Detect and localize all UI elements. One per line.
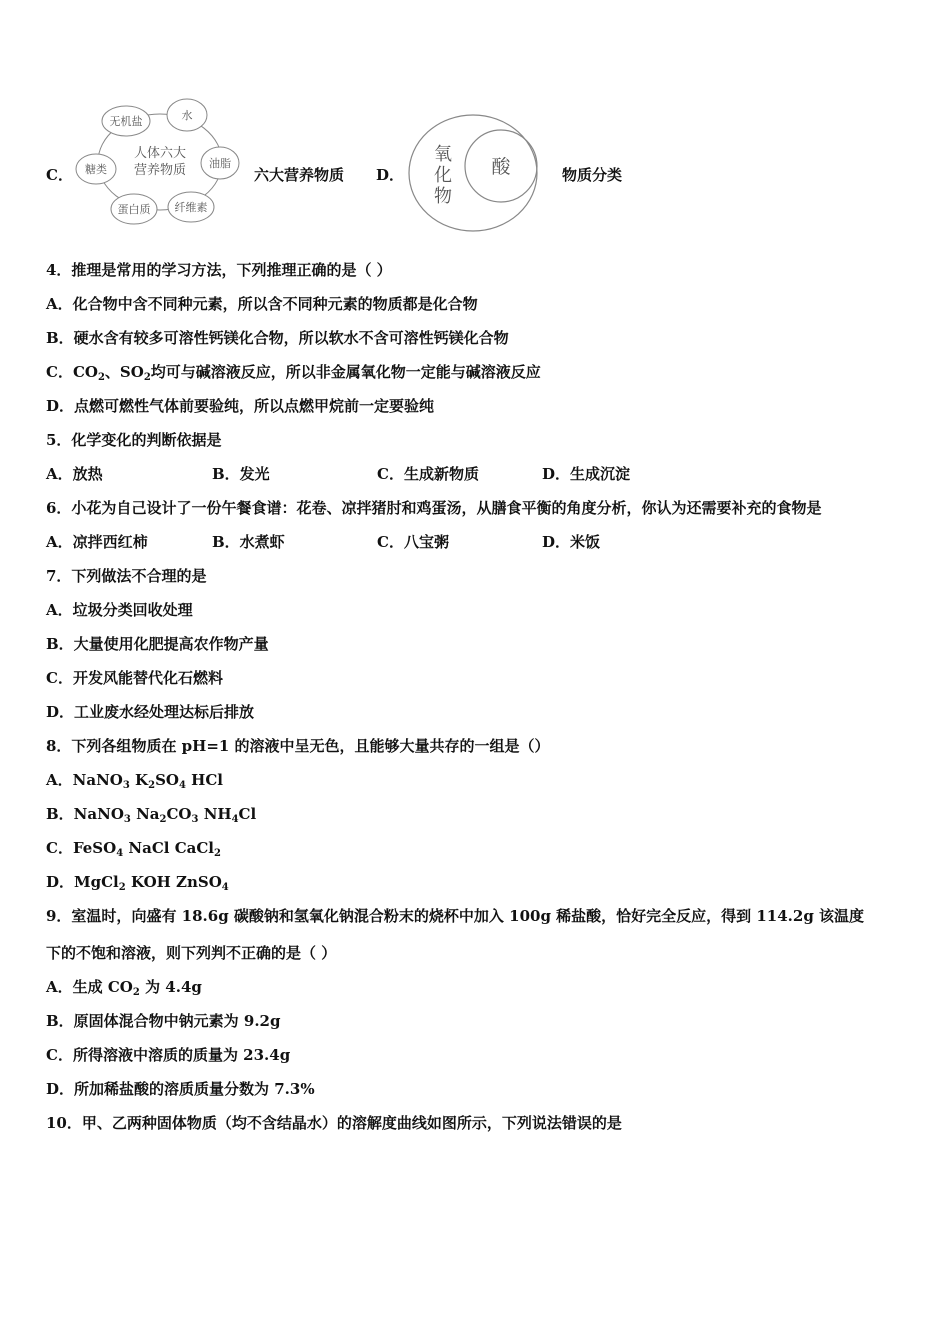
nutrients-center-line1: 人体六大 [133, 146, 187, 161]
q6-stem: 6．小花为自己设计了一份午餐食谱：花卷、凉拌猪肘和鸡蛋汤，从膳食平衡的角度分析，你认为还需要补充的食物是 [46, 499, 822, 517]
q3-option-d-caption: 物质分类 [562, 166, 623, 184]
q9-option-d: D．所加稀盐酸的溶质质量分数为 7.3% [46, 1080, 315, 1098]
q3-option-c-caption: 六大营养物质 [254, 166, 345, 184]
q4-option-b: B．硬水含有较多可溶性钙镁化合物，所以软水不含可溶性钙镁化合物 [46, 329, 509, 347]
nutrients-diagram [70, 95, 250, 230]
q8-option-b: B．NaNO$_3$ $Na_2CO_3$ $NH_4Cl$ [46, 805, 257, 825]
q4-option-c: C．$CO_2$、$SO_2$均可与碱溶液反应，所以非金属氧化物一定能与碱溶液反应 [46, 363, 541, 383]
oxide-char-2: 化 [434, 165, 452, 186]
q6-option-a: A．凉拌西红柿 [46, 533, 148, 551]
q5-option-b: B．发光 [212, 465, 270, 483]
q7-option-c: C．开发风能替代化石燃料 [46, 669, 223, 687]
q4-stem: 4．推理是常用的学习方法，下列推理正确的是（ ） [46, 261, 392, 279]
q5-option-c: C．生成新物质 [377, 465, 479, 483]
q10-stem: 10．甲、乙两种固体物质（均不含结晶水）的溶解度曲线如图所示，下列说法错误的是 [46, 1114, 622, 1132]
q8-stem: 8．下列各组物质在 pH=1 的溶液中呈无色，且能够大量共存的一组是（） [46, 737, 550, 755]
q4-option-d: D．点燃可燃性气体前要验纯，所以点燃甲烷前一定要验纯 [46, 397, 435, 415]
oxide-char-3: 物 [434, 186, 452, 207]
q5-option-a: A．放热 [46, 465, 103, 483]
q7-option-b: B．大量使用化肥提高农作物产量 [46, 635, 269, 653]
q3-option-c-label: C． [46, 166, 73, 184]
substance-classification-diagram [405, 110, 545, 236]
oxide-char-1: 氧 [434, 144, 452, 165]
node-oil: 油脂 [209, 157, 231, 170]
q8-option-d: D．MgCl$_2$ KOH ZnSO$_4$ [46, 873, 229, 893]
acid-label: 酸 [491, 156, 511, 178]
q8-option-a: A．NaNO$_3$ $K_2SO_4$ HCl [46, 771, 223, 791]
node-protein: 蛋白质 [117, 203, 151, 216]
q6-option-d: D．米饭 [542, 533, 601, 551]
q9-option-c: C．所得溶液中溶质的质量为 23.4g [46, 1046, 291, 1064]
q8-option-c: C．FeSO$_4$ NaCl CaCl$_2$ [46, 839, 221, 859]
q9-stem-line1: 9．室温时，向盛有 18.6g 碳酸钠和氢氧化钠混合粉末的烧杯中加入 100g 稀盐酸，恰好完全反应，得到 114.2g 该温度 [46, 907, 865, 925]
nutrients-center-line2: 营养物质 [133, 163, 187, 178]
q9-stem-line2: 下的不饱和溶液，则下列判不正确的是（ ） [46, 944, 337, 962]
q7-option-a: A．垃圾分类回收处理 [46, 601, 193, 619]
node-sugar: 糖类 [85, 163, 107, 176]
q6-option-c: C．八宝粥 [377, 533, 449, 551]
q7-option-d: D．工业废水经处理达标后排放 [46, 703, 255, 721]
node-cellulose: 纤维素 [174, 201, 208, 214]
q9-option-b: B．原固体混合物中钠元素为 9.2g [46, 1012, 281, 1030]
q3-option-d-label: D． [376, 166, 405, 184]
q5-stem: 5．化学变化的判断依据是 [46, 431, 222, 449]
q7-stem: 7．下列做法不合理的是 [46, 567, 207, 585]
q5-options [46, 464, 630, 484]
q9-option-a: A．生成 $CO_2$ 为 4.4g [46, 978, 202, 998]
q6-options [46, 532, 600, 552]
q4-option-a: A．化合物中含不同种元素，所以含不同种元素的物质都是化合物 [46, 295, 478, 313]
node-water: 水 [181, 109, 193, 122]
q6-option-b: B．水煮虾 [212, 533, 285, 551]
node-inorganic-salt: 无机盐 [109, 115, 143, 128]
q5-option-d: D．生成沉淀 [542, 465, 631, 483]
